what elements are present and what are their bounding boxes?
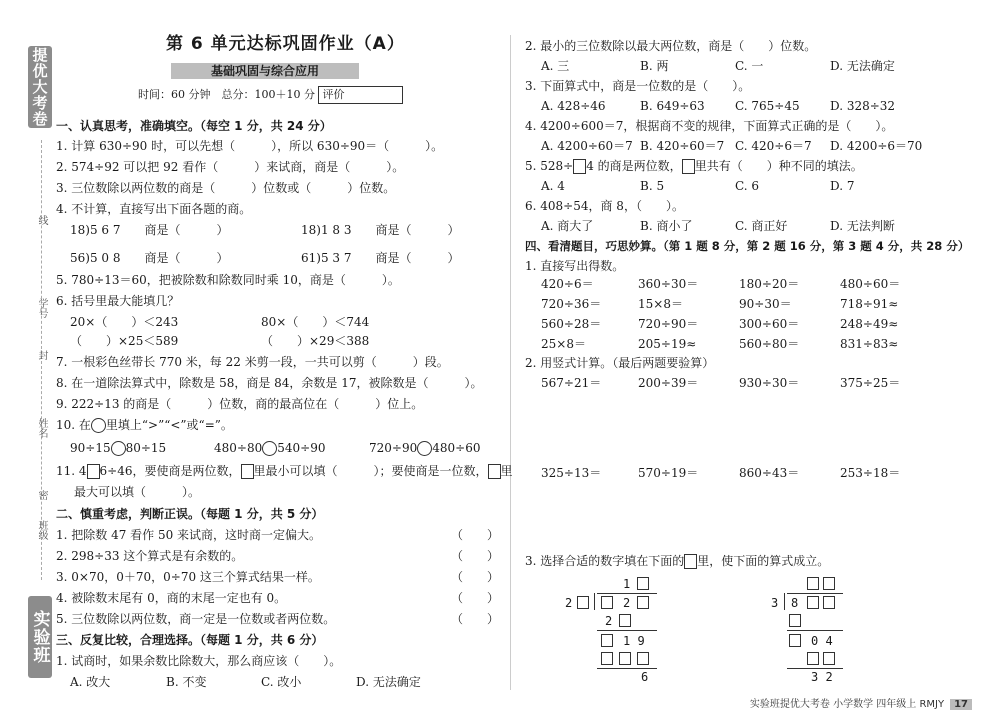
q10-right: 80÷15	[125, 441, 167, 455]
score-box[interactable]	[318, 86, 403, 104]
choice-option[interactable]: C. 420÷6＝7	[735, 139, 812, 153]
division-bracket	[594, 593, 595, 610]
s1-question-9: 9. 222÷13 的商是（ ）位数，商的最高位在（ ）位上。	[56, 397, 424, 411]
choice-option[interactable]: C. 商正好	[735, 219, 788, 233]
seal-line	[41, 140, 43, 580]
compare-circle-icon[interactable]	[417, 441, 432, 456]
choice-option[interactable]: B. 两	[640, 59, 669, 73]
puzzle-divisor: 2	[565, 596, 573, 610]
s1-question-8: 8. 在一道除法算式中，除数是 58，商是 84，余数是 17，被除数是（ ）。	[56, 376, 483, 390]
answer-box	[241, 464, 254, 479]
s1-question-10	[56, 417, 233, 433]
s1-question-6: 6. 括号里最大能填几？	[56, 294, 180, 308]
judge-item: 3. 0×70，0＋70，0÷70 这三个算式结果一样。	[56, 570, 320, 584]
judge-item: 4. 被除数末尾有 0，商的末尾一定也有 0。	[56, 591, 287, 605]
section2-heading: 二、慎重考虑，判断正误。（每题 1 分，共 5 分）	[56, 507, 324, 521]
s1-question-2: 2. 574÷92 可以把 92 看作（ ）来试商，商是（ ）。	[56, 160, 405, 174]
vertical-calc-item: 200÷39＝	[638, 376, 699, 390]
puzzle-box[interactable]	[637, 652, 649, 665]
choice-option[interactable]: A. 改大	[70, 675, 111, 689]
puzzle-box[interactable]	[807, 596, 819, 609]
oral-calc-item: 560÷28＝	[541, 317, 602, 331]
s1-q4-item: 61)5 3 7 商是（ ）	[301, 251, 460, 265]
seal-char-dense: 密	[36, 490, 47, 500]
brand-label-bottom: 实验班	[28, 596, 52, 678]
step-bar	[597, 668, 657, 669]
q3-part: 3. 选择合适的数字填在下面的	[525, 554, 685, 568]
oral-calc-item: 718÷91≈	[840, 297, 899, 311]
choice-question: 2. 最小的三位数除以最大两位数，商是（ ）位数。	[525, 39, 817, 53]
puzzle-box[interactable]	[789, 614, 801, 627]
step-bar	[787, 668, 843, 669]
seal-char-seal: 封	[36, 350, 47, 360]
judge-answer[interactable]: （ ）	[451, 528, 500, 542]
oral-calc-item: 560÷80＝	[739, 337, 800, 351]
choice-option[interactable]: A. 4	[541, 179, 565, 193]
page-subtitle: 基础巩固与综合应用	[171, 63, 359, 79]
q10-right: 480÷60	[432, 441, 481, 455]
q10-right: 540÷90	[277, 441, 326, 455]
answer-box	[573, 159, 586, 174]
choice-option[interactable]: D. 无法确定	[830, 59, 895, 73]
puzzle-box[interactable]	[577, 596, 589, 609]
seal-char-line: 线	[36, 215, 47, 225]
puzzle-box[interactable]	[823, 577, 835, 590]
puzzle-box[interactable]	[823, 596, 835, 609]
s1-q6-item: 20×（ ）＜243	[70, 315, 179, 329]
vertical-calc-item: 570÷19＝	[638, 466, 699, 480]
puzzle-digit: 0 4	[811, 634, 833, 648]
oral-calc-item: 720÷36＝	[541, 297, 602, 311]
puzzle-box[interactable]	[619, 614, 631, 627]
puzzle-box[interactable]	[807, 577, 819, 590]
puzzle-box[interactable]	[637, 577, 649, 590]
oral-calc-item: 248÷49≈	[840, 317, 899, 331]
puzzle-box[interactable]	[619, 652, 631, 665]
step-bar	[787, 630, 843, 631]
puzzle-box[interactable]	[789, 634, 801, 647]
s1-question-3: 3. 三位数除以两位数的商是（ ）位数或（ ）位数。	[56, 181, 396, 195]
puzzle-digit: 2	[623, 596, 631, 610]
s1-question-5: 5. 780÷13＝60，把被除数和除数同时乘 10，商是（ ）。	[56, 273, 400, 287]
choice-option[interactable]: D. 7	[830, 179, 855, 193]
choice-question: 3. 下面算式中，商是一位数的是（ ）。	[525, 79, 751, 93]
section4-heading: 四、看清题目，巧思妙算。（第 1 题 8 分，第 2 题 16 分，第 3 题 4 分，共 28 分）	[525, 239, 970, 253]
oral-calc-item: 831÷83≈	[840, 337, 899, 351]
q10-left: 720÷90	[369, 441, 418, 455]
vertical-calc-item: 253÷18＝	[840, 466, 901, 480]
q5-part: 5. 528÷	[525, 159, 574, 173]
division-bracket	[784, 593, 785, 610]
choice-question: 6. 408÷54，商 8，（ ）。	[525, 199, 684, 213]
s1-q6-item: （ ）×25＜589	[70, 334, 179, 348]
s1-q11-continued: 最大可以填（ ）。	[74, 485, 201, 499]
puzzle-box[interactable]	[823, 652, 835, 665]
vertical-calc-item: 860÷43＝	[739, 466, 800, 480]
oral-calc-item: 300÷60＝	[739, 317, 800, 331]
vertical-calc-item: 375÷25＝	[840, 376, 901, 390]
puzzle-result: 3 2	[811, 670, 833, 684]
binding-sidebar	[12, 0, 50, 720]
choice-option[interactable]: D. 328÷32	[830, 99, 896, 113]
puzzle-result: 6	[641, 670, 649, 684]
oral-calc-item: 205÷19≈	[638, 337, 697, 351]
oral-calc-item: 15×8＝	[638, 297, 683, 311]
vertical-calc-item: 930÷30＝	[739, 376, 800, 390]
q10-left: 90÷15	[70, 441, 111, 455]
choice-option[interactable]: B. 商小了	[640, 219, 693, 233]
choice-option[interactable]: C. 一	[735, 59, 764, 73]
student-id-label: 学号	[36, 298, 47, 318]
puzzle-box[interactable]	[601, 652, 613, 665]
judge-item: 5. 三位数除以两位数，商一定是一位数或者两位数。	[56, 612, 336, 626]
exam-meta	[138, 86, 403, 104]
s1-q6-item: （ ）×29＜388	[261, 334, 370, 348]
s1-q6-item: 80×（ ）＜744	[261, 315, 370, 329]
q11-part: 里	[500, 464, 513, 478]
compare-circle-icon[interactable]	[262, 441, 277, 456]
s1-question-1: 1. 计算 630÷90 时，可以先想（ ），所以 630÷90＝（ ）。	[56, 139, 444, 153]
choice-option[interactable]: B. 5	[640, 179, 665, 193]
q10-suffix: 里填上“>”“<”或“=”。	[105, 418, 233, 432]
choice-option[interactable]: B. 420÷60＝7	[640, 139, 725, 153]
oral-calc-item: 420÷6＝	[541, 277, 594, 291]
oral-calc-item: 360÷30＝	[638, 277, 699, 291]
oral-calc-item: 90÷30＝	[739, 297, 792, 311]
choice-option[interactable]: D. 无法确定	[356, 675, 421, 689]
puzzle-box[interactable]	[807, 652, 819, 665]
s1-question-7: 7. 一根彩色丝带长 770 米，每 22 米剪一段，一共可以剪（ ）段。	[56, 355, 449, 369]
q10-prefix: 10. 在	[56, 418, 91, 432]
compare-circle-icon[interactable]	[111, 441, 126, 456]
s1-q10-item	[214, 440, 325, 456]
choice-option[interactable]: B. 649÷63	[640, 99, 705, 113]
oral-calc-item: 480÷60＝	[840, 277, 901, 291]
oral-calc-item: 25×8＝	[541, 337, 586, 351]
s1-question-4: 4. 不计算，直接写出下面各题的商。	[56, 202, 252, 216]
answer-box	[488, 464, 501, 479]
choice-option[interactable]: D. 4200÷6＝70	[830, 139, 923, 153]
s4-question-1: 1. 直接写出得数。	[525, 259, 625, 273]
q11-part: 11. 4	[56, 464, 87, 478]
q10-left: 480÷80	[214, 441, 263, 455]
page-title: 第 6 单元达标巩固作业（A）	[166, 34, 405, 54]
page-footer	[750, 695, 972, 710]
puzzle-digit: 2	[605, 614, 613, 628]
puzzle-box[interactable]	[637, 596, 649, 609]
answer-box	[684, 554, 697, 569]
column-divider	[510, 35, 511, 690]
q11-part: 里最小可以填（ ）；要使商是一位数，	[253, 464, 488, 478]
answer-box[interactable]	[87, 464, 100, 479]
q11-part: 6÷46，要使商是两位数，	[99, 464, 241, 478]
s1-q4-item: 18)1 8 3 商是（ ）	[301, 223, 460, 237]
brand-label-top: 提优大考卷	[28, 46, 52, 128]
vertical-calc-item: 567÷21＝	[541, 376, 602, 390]
section1-heading: 一、认真思考，准确填空。（每空 1 分，共 24 分）	[56, 119, 332, 133]
oral-calc-item: 180÷20＝	[739, 277, 800, 291]
choice-option[interactable]: C. 改小	[261, 675, 302, 689]
judge-answer[interactable]: （ ）	[451, 549, 500, 563]
puzzle-box[interactable]	[601, 596, 613, 609]
puzzle-divisor: 3	[771, 596, 779, 610]
s1-q10-item	[70, 440, 166, 456]
judge-answer[interactable]: （ ）	[451, 612, 500, 626]
q3-part: 里，使下面的算式成立。	[697, 554, 830, 568]
exam-time-score: 时间：60 分钟 总分：100＋10 分	[138, 88, 315, 101]
compare-circle-icon	[91, 418, 106, 433]
choice-option[interactable]: A. 4200÷60＝7	[541, 139, 633, 153]
choice-option[interactable]: A. 商大了	[541, 219, 594, 233]
choice-question: 1. 试商时，如果余数比除数大，那么商应该（ ）。	[56, 654, 342, 668]
judge-answer[interactable]: （ ）	[451, 591, 500, 605]
s4-question-2: 2. 用竖式计算。（最后两题要验算）	[525, 356, 715, 370]
score-label: 评价	[322, 88, 345, 101]
choice-option[interactable]: A. 428÷46	[541, 99, 606, 113]
puzzle-digit: 1 9	[623, 634, 645, 648]
s1-q4-item: 56)5 0 8 商是（ ）	[70, 251, 229, 265]
class-label: 班级	[36, 520, 47, 540]
puzzle-box[interactable]	[601, 634, 613, 647]
judge-answer[interactable]: （ ）	[451, 570, 500, 584]
choice-option[interactable]: B. 不变	[166, 675, 207, 689]
page-number: 17	[950, 699, 972, 710]
name-label: 姓名	[36, 418, 47, 438]
step-bar	[597, 630, 657, 631]
choice-question: 4. 4200÷600＝7，根据商不变的规律，下面算式正确的是（ ）。	[525, 119, 894, 133]
answer-box	[682, 159, 695, 174]
choice-option[interactable]: C. 765÷45	[735, 99, 800, 113]
division-bar	[597, 593, 657, 594]
s1-question-11	[56, 463, 513, 479]
division-bar	[787, 593, 843, 594]
choice-option[interactable]: D. 无法判断	[830, 219, 895, 233]
choice-question	[525, 158, 863, 174]
puzzle-digit: 1	[623, 577, 631, 591]
oral-calc-item: 720÷90＝	[638, 317, 699, 331]
judge-item: 1. 把除数 47 看作 50 来试商，这时商一定偏大。	[56, 528, 322, 542]
s1-q10-item	[369, 440, 480, 456]
judge-item: 2. 298÷33 这个算式是有余数的。	[56, 549, 244, 563]
s1-q4-item: 18)5 6 7 商是（ ）	[70, 223, 229, 237]
s4-question-3	[525, 553, 829, 569]
q5-part: 4 的商是两位数，	[586, 159, 682, 173]
q5-part: 里共有（ ）种不同的填法。	[694, 159, 863, 173]
section3-heading: 三、反复比较，合理选择。（每题 1 分，共 6 分）	[56, 633, 324, 647]
vertical-calc-item: 325÷13＝	[541, 466, 602, 480]
footer-text: 实验班提优大考卷 小学数学 四年级上 RMJY	[749, 699, 945, 710]
choice-option[interactable]: C. 6	[735, 179, 760, 193]
puzzle-digit: 8	[791, 596, 799, 610]
choice-option[interactable]: A. 三	[541, 59, 570, 73]
